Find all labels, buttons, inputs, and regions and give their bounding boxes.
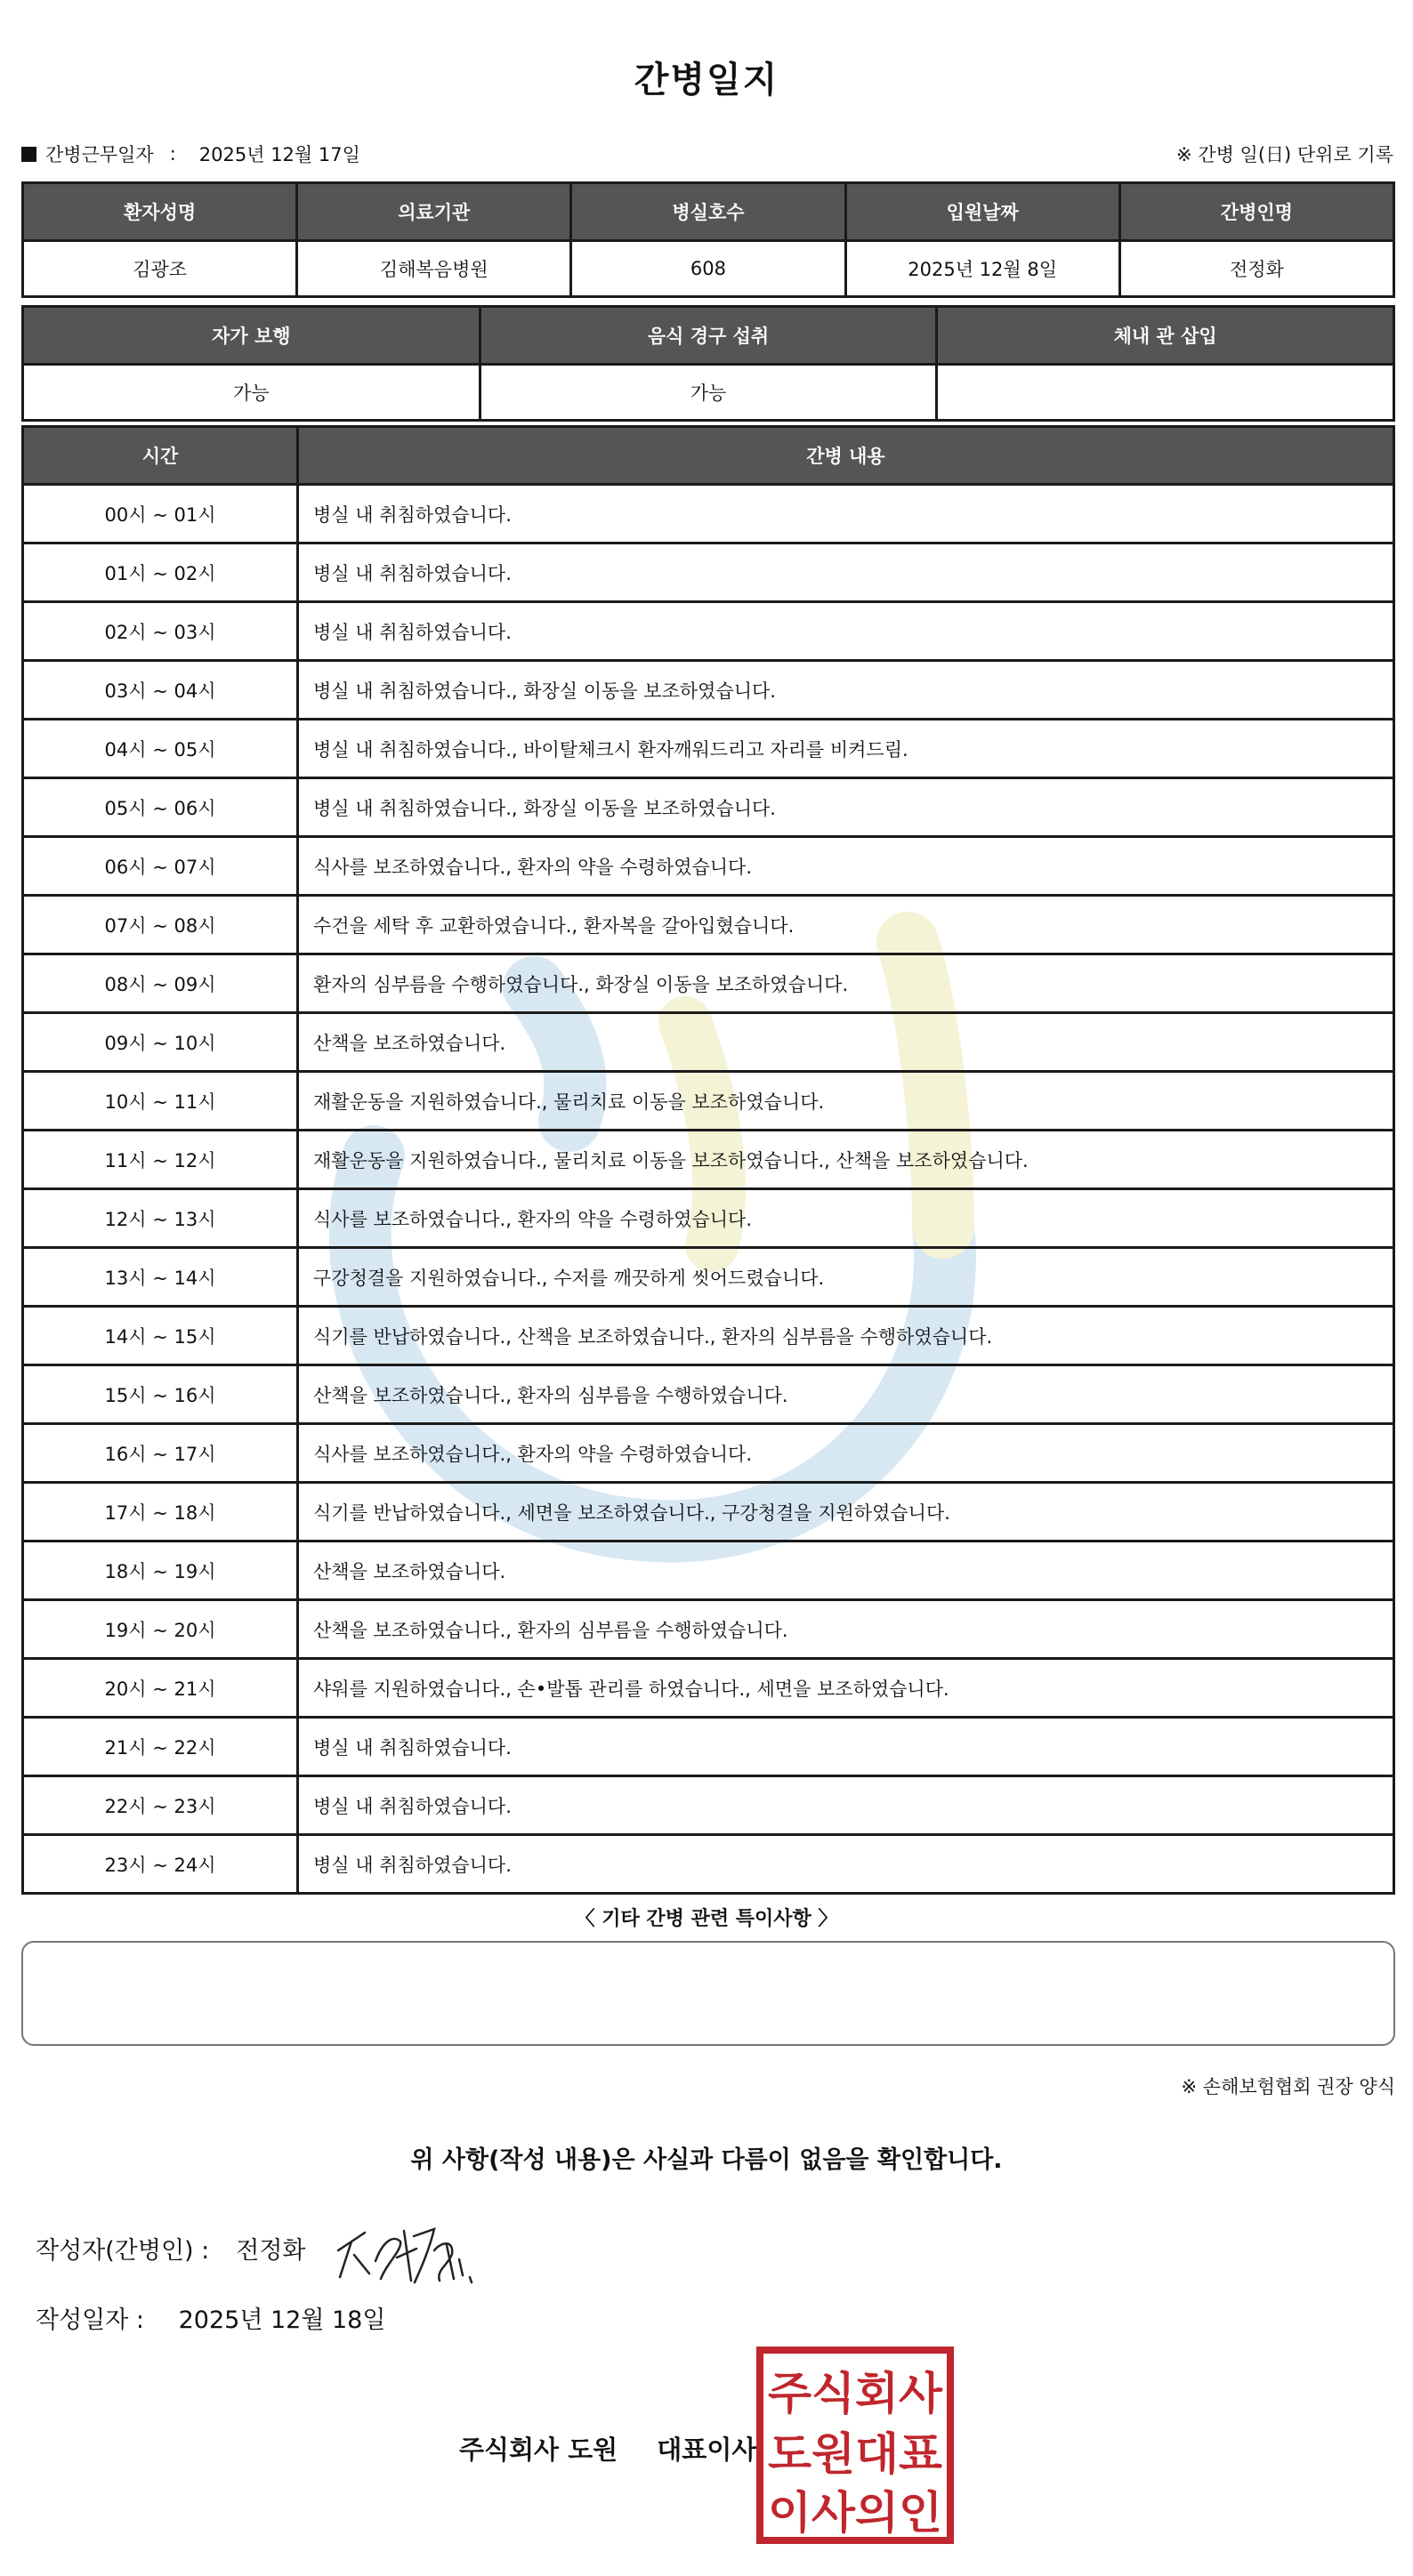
- page-title: 간병일지: [634, 60, 779, 101]
- table-row: [23, 485, 1394, 543]
- written-date-label: 작성일자 :: [36, 2306, 145, 2334]
- care-content: 구강청결을 지원하였습니다., 수저를 깨끗하게 씻어드렸습니다.: [298, 1248, 1394, 1307]
- time-slot: 03시 ~ 04시: [23, 661, 298, 720]
- ceo-title: 대표이사: [657, 2435, 757, 2465]
- table-row: [23, 543, 1394, 602]
- company-line: [459, 2430, 756, 2467]
- table-row: [23, 1189, 1394, 1248]
- time-slot: 06시 ~ 07시: [23, 837, 298, 896]
- time-slot: 23시 ~ 24시: [23, 1835, 298, 1894]
- table-row: [23, 954, 1394, 1013]
- header-self-walking: 자가 보행: [23, 307, 480, 365]
- work-date-value: 2025년 12월 17일: [198, 144, 360, 165]
- square-bullet-icon: [21, 147, 36, 162]
- header-admission-date: 입원날짜: [845, 183, 1119, 241]
- writer-label: 작성자(간병인) :: [36, 2237, 210, 2265]
- time-slot: 20시 ~ 21시: [23, 1659, 298, 1718]
- table-row: [23, 896, 1394, 954]
- care-content: 산책을 보조하였습니다., 환자의 심부름을 수행하였습니다.: [298, 1600, 1394, 1659]
- time-slot: 01시 ~ 02시: [23, 543, 298, 602]
- header-time: 시간: [23, 427, 298, 485]
- care-content: 병실 내 취침하였습니다., 바이탈체크시 환자깨워드리고 자리를 비켜드림.: [298, 720, 1394, 778]
- time-slot: 10시 ~ 11시: [23, 1072, 298, 1131]
- table-row: [23, 1365, 1394, 1424]
- writer-row: [36, 2231, 306, 2266]
- care-content: 식사를 보조하였습니다., 환자의 약을 수령하였습니다.: [298, 1424, 1394, 1483]
- care-content: 병실 내 취침하였습니다.: [298, 1776, 1394, 1835]
- time-slot: 02시 ~ 03시: [23, 602, 298, 661]
- table-row: [23, 1424, 1394, 1483]
- table-row: [23, 1072, 1394, 1131]
- svg-text:이사의인: 이사의인: [768, 2487, 942, 2539]
- oral-intake-value: 가능: [480, 365, 937, 421]
- time-slot: 13시 ~ 14시: [23, 1248, 298, 1307]
- care-content: 환자의 심부름을 수행하였습니다., 화장실 이동을 보조하였습니다.: [298, 954, 1394, 1013]
- header-hospital: 의료기관: [297, 183, 571, 241]
- self-walking-value: 가능: [23, 365, 480, 421]
- handwritten-signature: [329, 2215, 498, 2295]
- care-content: 병실 내 취침하였습니다.: [298, 543, 1394, 602]
- table-row: [23, 661, 1394, 720]
- table-row: [23, 1013, 1394, 1072]
- table-row: [23, 1307, 1394, 1365]
- written-date-row: [36, 2300, 385, 2335]
- writer-name: 전정화: [236, 2237, 306, 2265]
- table-row: [23, 1248, 1394, 1307]
- care-content: 산책을 보조하였습니다.: [298, 1542, 1394, 1600]
- company-seal-stamp: [756, 2347, 954, 2544]
- care-content: 식기를 반납하였습니다., 산책을 보조하였습니다., 환자의 심부름을 수행하였습니다.: [298, 1307, 1394, 1365]
- header-room-number: 병실호수: [571, 183, 845, 241]
- care-content: 산책을 보조하였습니다.: [298, 1013, 1394, 1072]
- header-caregiver-name: 간병인명: [1119, 183, 1393, 241]
- header-tube-insertion: 체내 관 삽입: [937, 307, 1394, 365]
- table-row: [23, 602, 1394, 661]
- table-row: [23, 1718, 1394, 1776]
- time-slot: 18시 ~ 19시: [23, 1542, 298, 1600]
- record-note: ※ 간병 일(日) 단위로 기록: [1176, 144, 1393, 165]
- table-row: [23, 1835, 1394, 1894]
- confirmation-statement: 위 사항(작성 내용)은 사실과 다름이 없음을 확인합니다.: [410, 2146, 1003, 2174]
- company-name: 주식회사 도원: [459, 2435, 618, 2465]
- care-content: 산책을 보조하였습니다., 환자의 심부름을 수행하였습니다.: [298, 1365, 1394, 1424]
- special-notes-box: [21, 1941, 1395, 2046]
- patient-name: 김광조: [23, 241, 297, 297]
- time-slot: 22시 ~ 23시: [23, 1776, 298, 1835]
- admission-date: 2025년 12월 8일: [845, 241, 1119, 297]
- svg-text:주식회사: 주식회사: [768, 2368, 943, 2419]
- work-date-label: 간병근무일자: [45, 144, 154, 165]
- time-slot: 05시 ~ 06시: [23, 778, 298, 837]
- table-row: [23, 1600, 1394, 1659]
- time-slot: 21시 ~ 22시: [23, 1718, 298, 1776]
- table-row: [23, 837, 1394, 896]
- time-slot: 19시 ~ 20시: [23, 1600, 298, 1659]
- care-content: 식사를 보조하였습니다., 환자의 약을 수령하였습니다.: [298, 837, 1394, 896]
- table-row: [23, 720, 1394, 778]
- caregiver-name: 전정화: [1119, 241, 1393, 297]
- hospital-name: 김해복음병원: [297, 241, 571, 297]
- care-content: 병실 내 취침하였습니다.: [298, 1835, 1394, 1894]
- care-content: 병실 내 취침하였습니다., 화장실 이동을 보조하였습니다.: [298, 778, 1394, 837]
- care-content: 재활운동을 지원하였습니다., 물리치료 이동을 보조하였습니다., 산책을 보조하였습니다.: [298, 1131, 1394, 1189]
- care-content: 병실 내 취침하였습니다.: [298, 485, 1394, 543]
- time-slot: 09시 ~ 10시: [23, 1013, 298, 1072]
- care-content: 재활운동을 지원하였습니다., 물리치료 이동을 보조하였습니다.: [298, 1072, 1394, 1131]
- svg-text:도원대표: 도원대표: [768, 2428, 943, 2480]
- tube-insertion-value: [937, 365, 1394, 421]
- table-row: [23, 1483, 1394, 1542]
- table-row: [23, 1542, 1394, 1600]
- patient-status-table: [21, 305, 1395, 422]
- written-date-value: 2025년 12월 18일: [178, 2306, 386, 2334]
- time-slot: 12시 ~ 13시: [23, 1189, 298, 1248]
- care-log-table: [21, 425, 1395, 1895]
- patient-info-table: [21, 181, 1395, 298]
- table-row: [23, 1659, 1394, 1718]
- time-slot: 11시 ~ 12시: [23, 1131, 298, 1189]
- time-slot: 00시 ~ 01시: [23, 485, 298, 543]
- work-date-row: [21, 141, 1393, 169]
- time-slot: 08시 ~ 09시: [23, 954, 298, 1013]
- care-content: 샤워를 지원하였습니다., 손•발톱 관리를 하였습니다., 세면을 보조하였습니다.: [298, 1659, 1394, 1718]
- table-row: [23, 1131, 1394, 1189]
- work-date-separator: :: [169, 143, 176, 165]
- care-content: 식기를 반납하였습니다., 세면을 보조하였습니다., 구강청결을 지원하였습니다.: [298, 1483, 1394, 1542]
- time-slot: 17시 ~ 18시: [23, 1483, 298, 1542]
- care-content: 식사를 보조하였습니다., 환자의 약을 수령하였습니다.: [298, 1189, 1394, 1248]
- care-content: 병실 내 취침하였습니다.: [298, 1718, 1394, 1776]
- form-source-note: ※ 손해보험협회 권장 양식: [1181, 2076, 1395, 2097]
- room-number: 608: [571, 241, 845, 297]
- header-oral-intake: 음식 경구 섭취: [480, 307, 937, 365]
- time-slot: 07시 ~ 08시: [23, 896, 298, 954]
- header-patient-name: 환자성명: [23, 183, 297, 241]
- table-row: [23, 778, 1394, 837]
- time-slot: 14시 ~ 15시: [23, 1307, 298, 1365]
- care-content: 병실 내 취침하였습니다., 화장실 이동을 보조하였습니다.: [298, 661, 1394, 720]
- care-content: 병실 내 취침하였습니다.: [298, 602, 1394, 661]
- care-content: 수건을 세탁 후 교환하였습니다., 환자복을 갈아입혔습니다.: [298, 896, 1394, 954]
- header-care-content: 간병 내용: [298, 427, 1394, 485]
- time-slot: 04시 ~ 05시: [23, 720, 298, 778]
- time-slot: 16시 ~ 17시: [23, 1424, 298, 1483]
- special-notes-title: 〈 기타 간병 관련 특이사항 〉: [575, 1908, 838, 1930]
- time-slot: 15시 ~ 16시: [23, 1365, 298, 1424]
- table-row: [23, 1776, 1394, 1835]
